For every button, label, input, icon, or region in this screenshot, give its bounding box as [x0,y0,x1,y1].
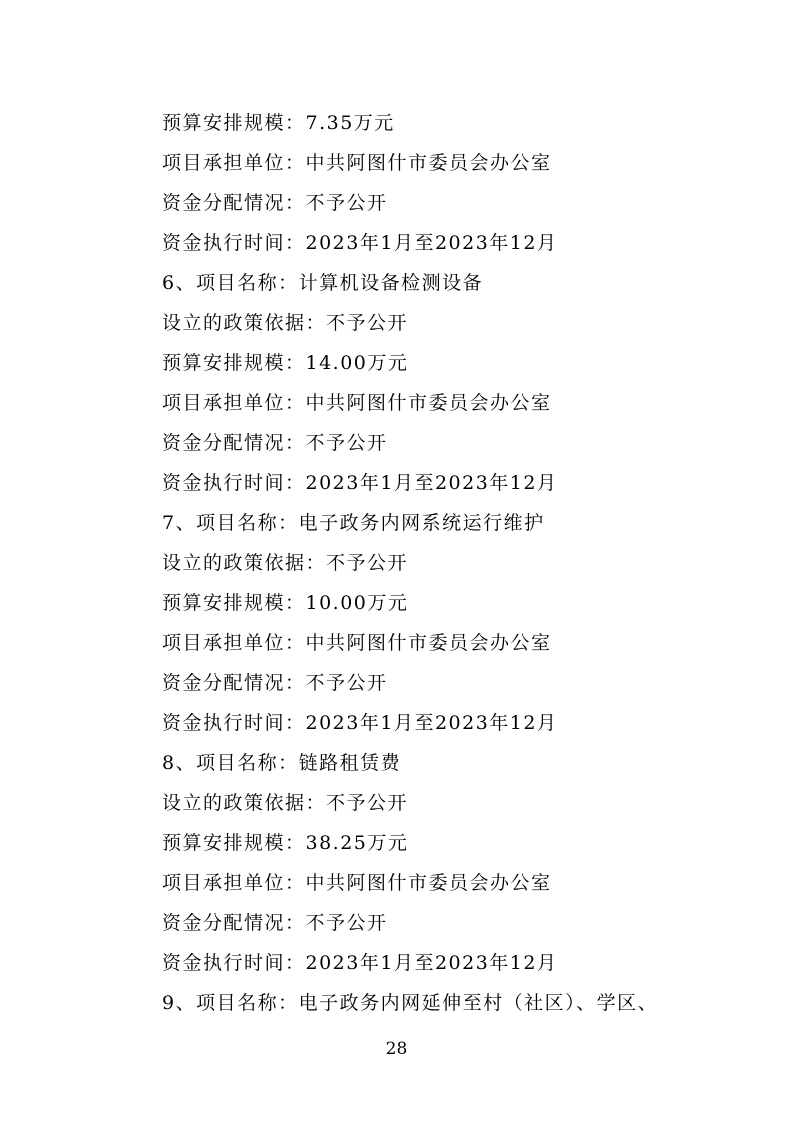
text-line: 设立的政策依据：不予公开 [162,552,409,574]
text-line: 资金执行时间：2023年1月至2023年12月 [162,952,558,974]
text-line: 预算安排规模：38.25万元 [162,832,409,854]
text-line: 资金执行时间：2023年1月至2023年12月 [162,712,558,734]
text-line: 资金分配情况：不予公开 [162,912,388,934]
text-line: 资金执行时间：2023年1月至2023年12月 [162,472,558,494]
page-number: 28 [385,1039,408,1059]
text-line: 资金分配情况：不予公开 [162,672,388,694]
text-line: 设立的政策依据：不予公开 [162,792,409,814]
text-line: 7、项目名称：电子政务内网系统运行维护 [162,512,545,534]
text-line: 8、项目名称：链路租赁费 [162,752,402,774]
text-line: 预算安排规模：14.00万元 [162,352,409,374]
text-line: 项目承担单位：中共阿图什市委员会办公室 [162,152,552,174]
text-line: 9、项目名称：电子政务内网延伸至村（社区）、学区、 [162,992,659,1014]
text-line: 项目承担单位：中共阿图什市委员会办公室 [162,872,552,894]
text-line: 资金执行时间：2023年1月至2023年12月 [162,232,558,254]
text-line: 设立的政策依据：不予公开 [162,312,409,334]
text-line: 预算安排规模：10.00万元 [162,592,409,614]
document-body [162,103,722,1023]
text-line: 预算安排规模：7.35万元 [162,112,395,134]
text-line: 资金分配情况：不予公开 [162,432,388,454]
text-line: 项目承担单位：中共阿图什市委员会办公室 [162,632,552,654]
text-line: 资金分配情况：不予公开 [162,192,388,214]
text-line: 6、项目名称：计算机设备检测设备 [162,272,484,294]
text-line: 项目承担单位：中共阿图什市委员会办公室 [162,392,552,414]
